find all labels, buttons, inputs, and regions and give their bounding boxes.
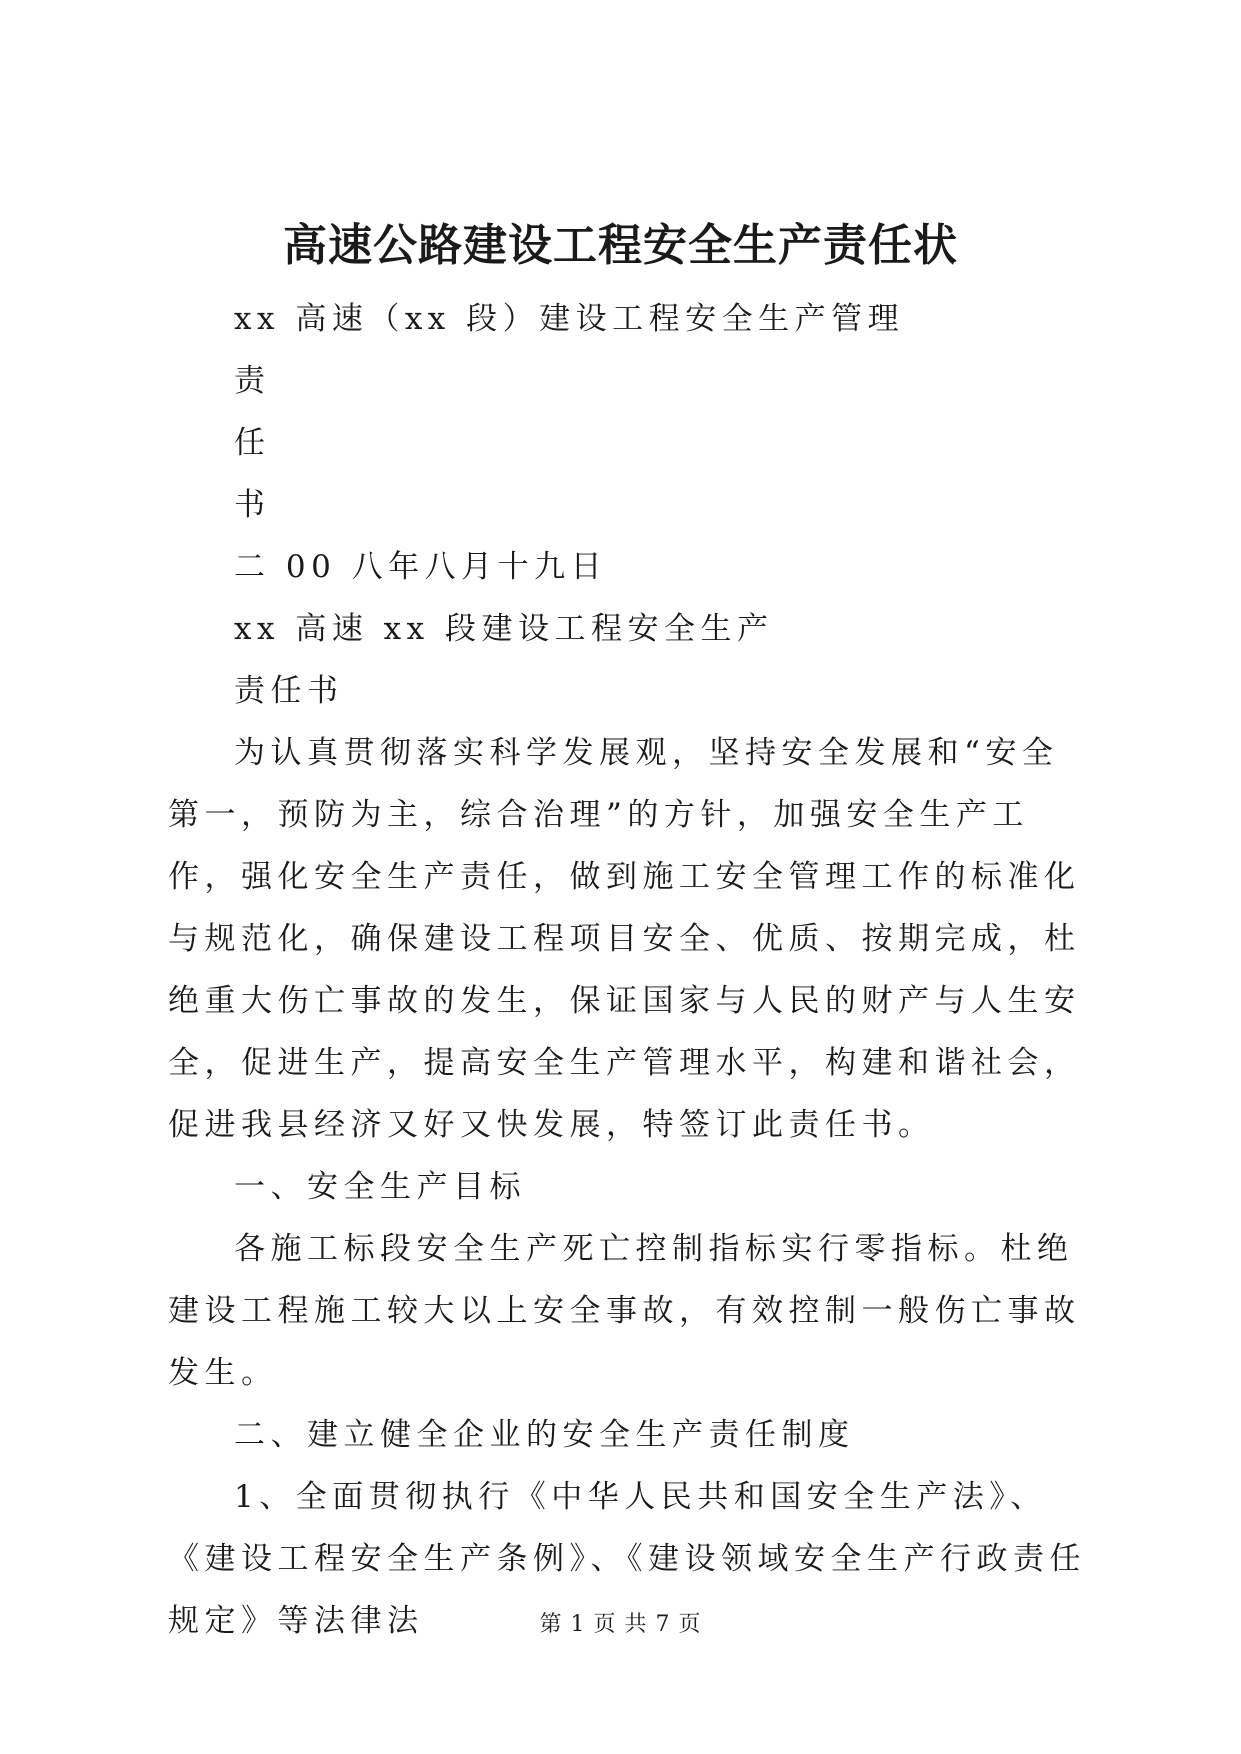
section-2-item-1: 1、全面贯彻执行《中华人民共和国安全生产法》、《建设工程安全生产条例》、《建设领域安全生产行政责任规定》等法律法 (168, 1479, 1086, 1639)
heading-line-2: 责 (234, 363, 271, 399)
section-heading-2: 二、建立健全企业的安全生产责任制度 (234, 1417, 855, 1453)
date-line: 二 00 八年八月十九日 (234, 549, 608, 585)
intro-paragraph: 为认真贯彻落实科学发展观，坚持安全发展和“安全第一，预防为主，综合治理”的方针，加强安全生产工作，强化安全生产责任，做到施工安全管理工作的标准化与规范化，确保建设工程项目安全、优质、按期完成，杜绝重大伤亡事故的发生，保证国家与人民的财产与人生安全，促进生产，提高安全生产管理水平，构建和谐社会，促进我县经济又好又快发展，特签订此责任书。 (168, 735, 1081, 1143)
heading-line-1: xx 高速（xx 段）建设工程安全生产管理 (234, 301, 905, 337)
subtitle-line-1: xx 高速 xx 段建设工程安全生产 (234, 611, 774, 647)
heading-line-4: 书 (234, 487, 271, 523)
heading-line-3: 任 (234, 425, 271, 461)
subtitle-line-2: 责任书 (234, 673, 344, 709)
section-heading-1: 一、安全生产目标 (234, 1169, 526, 1205)
document-body (168, 288, 1088, 1652)
section-1-paragraph: 各施工标段安全生产死亡控制指标实行零指标。杜绝建设工程施工较大以上安全事故，有效控制一般伤亡事故发生。 (168, 1231, 1081, 1391)
document-title: 高速公路建设工程安全生产责任状 (283, 220, 958, 271)
page-number: 第 1 页 共 7 页 (539, 1612, 702, 1637)
